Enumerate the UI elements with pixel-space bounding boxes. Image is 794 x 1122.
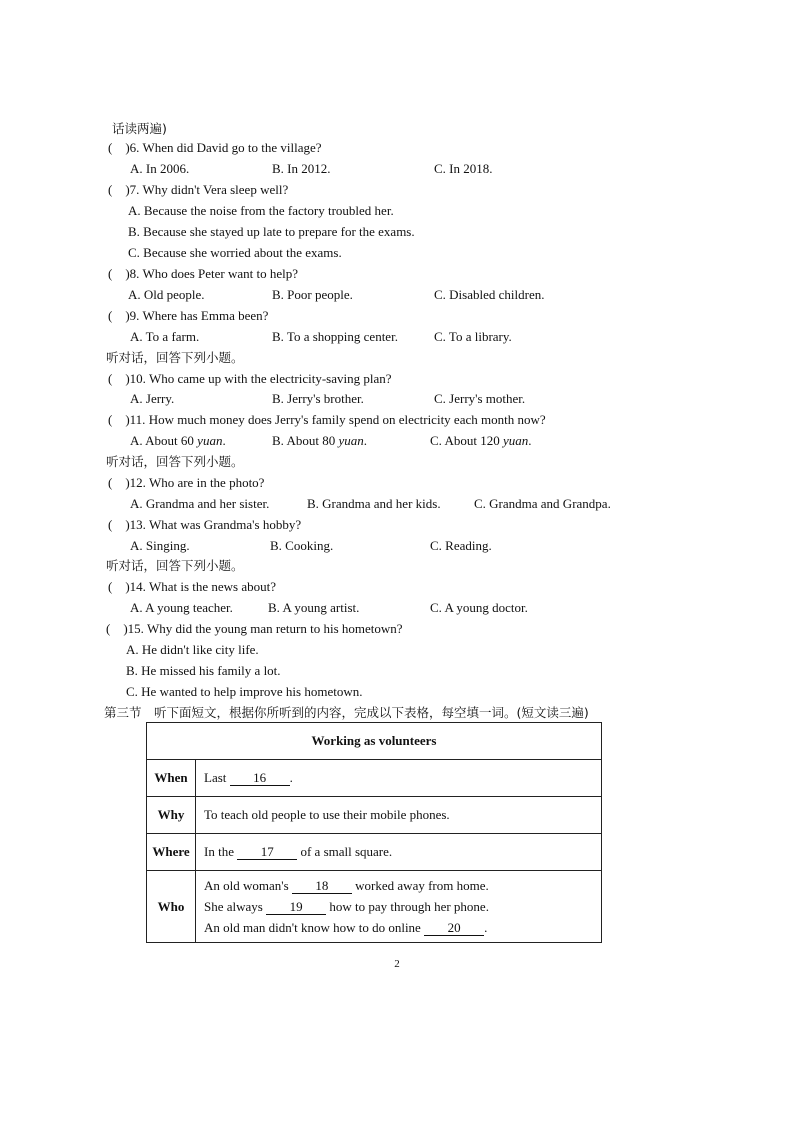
option-a: A. To a farm. xyxy=(130,329,200,344)
who-line-3: An old man didn't know how to do online 20 . xyxy=(204,920,488,935)
question-text: How much money does Jerry's family spend on electricity each month now? xyxy=(148,412,546,427)
option-c: C. Jerry's mother. xyxy=(434,391,526,406)
option-b: B. Cooking. xyxy=(270,538,334,553)
option-b: B. Grandma and her kids. xyxy=(307,496,441,511)
question-number: ( )14. xyxy=(108,579,146,594)
option-b: B. Jerry's brother. xyxy=(272,391,364,406)
why-cell: To teach old people to use their mobile phones. xyxy=(196,797,602,834)
question-number: ( )11. xyxy=(108,412,146,427)
question-12 xyxy=(108,475,264,491)
when-cell: Last 16 . xyxy=(196,760,602,797)
option-a: A. A young teacher. xyxy=(130,600,233,615)
option-c: C. He wanted to help improve his hometown. xyxy=(126,684,363,699)
option-c: C. Reading. xyxy=(430,538,492,553)
table-row xyxy=(147,723,602,760)
who-line-1: An old woman's 18 worked away from home. xyxy=(204,878,489,893)
option-b: B. A young artist. xyxy=(268,600,360,615)
question-text: Who came up with the electricity-saving plan? xyxy=(148,371,392,386)
table-row xyxy=(147,834,602,871)
question-number: ( )7. xyxy=(108,182,140,197)
where-cell: In the 17 of a small square. xyxy=(196,834,602,871)
question-text: What was Grandma's hobby? xyxy=(148,517,302,532)
question-text: When did David go to the village? xyxy=(142,140,322,155)
question-number: ( )15. xyxy=(106,621,144,636)
who-line-2: She always 19 how to pay through her phone. xyxy=(204,899,489,914)
question-11 xyxy=(108,412,546,428)
question-number: ( )12. xyxy=(108,475,146,490)
blank-20[interactable]: 20 xyxy=(424,921,484,936)
option-b: B. Poor people. xyxy=(272,287,353,302)
table-title: Working as volunteers xyxy=(147,723,602,760)
question-text: What is the news about? xyxy=(148,579,277,594)
instruction-1: 听对话，回答下列小题。 xyxy=(106,350,244,365)
option-a: A. In 2006. xyxy=(130,161,190,176)
who-label: Who xyxy=(147,871,196,943)
question-10 xyxy=(108,371,392,387)
option-c: C. Because she worried about the exams. xyxy=(128,245,342,260)
question-8 xyxy=(108,266,298,282)
instruction-3: 听对话，回答下列小题。 xyxy=(106,558,244,573)
page-number: 2 xyxy=(394,958,400,970)
question-number: ( )10. xyxy=(108,371,146,386)
option-a: A. About 60 yuan. xyxy=(130,433,226,448)
table-row xyxy=(147,797,602,834)
question-14 xyxy=(108,579,276,595)
blank-16[interactable]: 16 xyxy=(230,771,290,786)
option-b: B. He missed his family a lot. xyxy=(126,663,281,678)
question-7 xyxy=(108,182,288,198)
question-number: ( )6. xyxy=(108,140,140,155)
option-a: A. Grandma and her sister. xyxy=(130,496,270,511)
blank-19[interactable]: 19 xyxy=(266,900,326,915)
intro-tail: 话读两遍) xyxy=(112,121,167,136)
question-text: Who are in the photo? xyxy=(148,475,265,490)
blank-17[interactable]: 17 xyxy=(237,845,297,860)
blank-18[interactable]: 18 xyxy=(292,879,352,894)
question-text: Why did the young man return to his hometown? xyxy=(146,621,403,636)
option-c: C. Disabled children. xyxy=(434,287,545,302)
why-label: Why xyxy=(147,797,196,834)
who-cell xyxy=(196,871,602,943)
option-a: A. Because the noise from the factory troubled her. xyxy=(128,203,394,218)
option-c: C. To a library. xyxy=(434,329,512,344)
option-b: B. Because she stayed up late to prepare for the exams. xyxy=(128,224,415,239)
option-c: C. A young doctor. xyxy=(430,600,528,615)
question-text: Where has Emma been? xyxy=(142,308,269,323)
option-c: C. In 2018. xyxy=(434,161,493,176)
question-9 xyxy=(108,308,268,324)
when-label: When xyxy=(147,760,196,797)
question-6 xyxy=(108,140,322,156)
volunteer-table xyxy=(146,722,602,943)
question-text: Why didn't Vera sleep well? xyxy=(142,182,289,197)
where-label: Where xyxy=(147,834,196,871)
question-number: ( )9. xyxy=(108,308,140,323)
section-3-heading: 第三节 听下面短文，根据你所听到的内容，完成以下表格，每空填一词。(短文读三遍) xyxy=(104,705,589,720)
option-b: B. To a shopping center. xyxy=(272,329,398,344)
question-15 xyxy=(106,621,403,637)
option-c: C. Grandma and Grandpa. xyxy=(474,496,611,511)
option-b: B. In 2012. xyxy=(272,161,331,176)
question-number: ( )13. xyxy=(108,517,146,532)
option-a: A. He didn't like city life. xyxy=(126,642,259,657)
option-a: A. Old people. xyxy=(128,287,205,302)
question-13 xyxy=(108,517,301,533)
option-a: A. Jerry. xyxy=(130,391,175,406)
table-row xyxy=(147,760,602,797)
option-b: B. About 80 yuan. xyxy=(272,433,367,448)
table-row xyxy=(147,871,602,943)
option-c: C. About 120 yuan. xyxy=(430,433,532,448)
question-number: ( )8. xyxy=(108,266,140,281)
instruction-2: 听对话，回答下列小题。 xyxy=(106,454,244,469)
option-a: A. Singing. xyxy=(130,538,190,553)
question-text: Who does Peter want to help? xyxy=(142,266,299,281)
